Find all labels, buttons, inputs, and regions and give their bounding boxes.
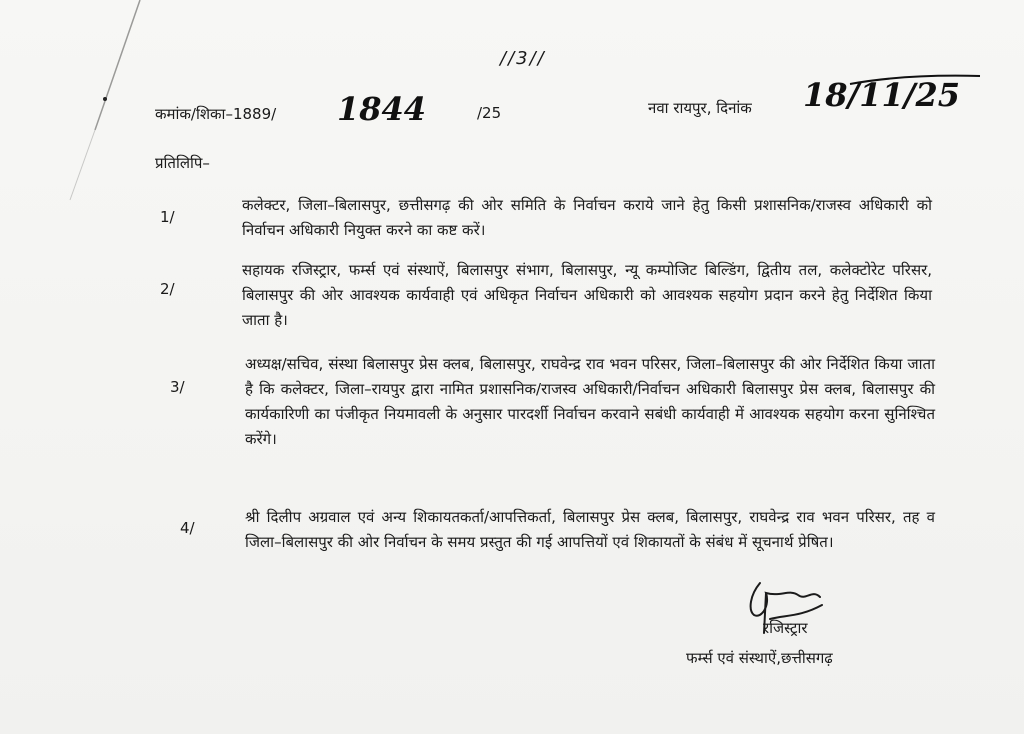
item-number: 2/ xyxy=(160,280,175,298)
item-text: सहायक रजिस्ट्रार, फर्म्स एवं संस्थाऐं, बिलासपुर संभाग, बिलासपुर, न्यू कम्पोजिट बिल्डिंग, द्वितीय तल, कलेक्टोरेट परिसर, बिलासपुर की ओर आवश्यक कार्यवाही एवं अधिकृत निर्वाचन अधिकारी को आवश्यक सहयोग प्रदान करने हेतु निर्देशित किया जाता है। xyxy=(242,261,932,329)
copy-to-label: प्रतिलिपि– xyxy=(155,154,210,172)
item-number: 1/ xyxy=(160,208,175,226)
ink-dot xyxy=(103,97,107,101)
date-underline-stroke xyxy=(845,70,985,90)
reference-prefix: कमांक/शिका–1889/ xyxy=(155,105,277,123)
date-label: नवा रायपुर, दिनांक xyxy=(648,99,752,117)
item-text: श्री दिलीप अग्रवाल एवं अन्य शिकायतकर्ता/आपत्तिकर्ता, बिलासपुर प्रेस क्लब, बिलासपुर, राघवेन्द्र राव भवन परिसर, तह व जिला–बिलासपुर की ओर निर्वाचन के समय प्रस्तुत की गई आपत्तियों एवं शिकायतों के संबंध में सूचनार्थ प्रेषित। xyxy=(245,508,935,551)
reference-year: /25 xyxy=(477,104,502,122)
item-number: 3/ xyxy=(170,378,185,396)
item-text: कलेक्टर, जिला–बिलासपुर, छत्तीसगढ़ की ओर समिति के निर्वाचन कराये जाने हेतु किसी प्रशासनिक/राजस्व अधिकारी को निर्वाचन अधिकारी नियुक्त करने का कष्ट करें। xyxy=(242,196,932,239)
item-text: अध्यक्ष/सचिव, संस्था बिलासपुर प्रेस क्लब, बिलासपुर, राघवेन्द्र राव भवन परिसर, जिला–बिलासपुर की ओर निर्देशित किया जाता है कि कलेक्टर, जिला–रायपुर द्वारा नामित प्रशासनिक/राजस्व अधिकारी/निर्वाचन अधिकारी बिलासपुर प्रेस क्लब, बिलासपुर की कार्यकारिणी का पंजीकृत नियमावली के अनुसार पारदर्शी निर्वाचन करवाने सबंधी कार्यवाही में आवश्यक सहयोग करना सुनिश्चित करेंगे। xyxy=(245,355,935,448)
item-number: 4/ xyxy=(180,519,195,537)
reference-row xyxy=(155,76,975,144)
signatory-organization: फर्म्स एवं संस्थाऐं,छत्तीसगढ़ xyxy=(686,649,833,667)
handwritten-date: 18/11/25 xyxy=(803,76,960,114)
page-number: //3// xyxy=(500,48,546,69)
handwritten-reference-number: 1844 xyxy=(337,90,427,128)
signatory-title: रजिस्ट्रार xyxy=(763,619,808,637)
